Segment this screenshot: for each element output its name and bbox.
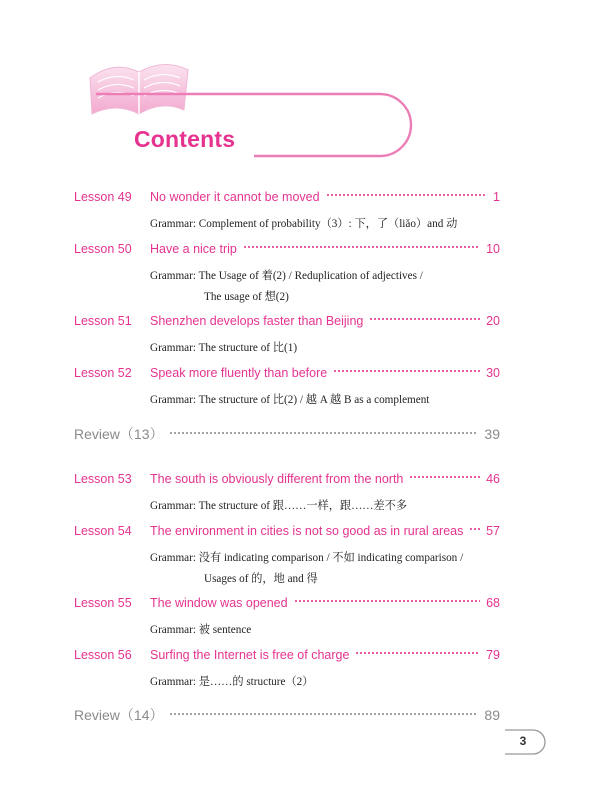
page-ref: 79	[486, 648, 500, 662]
toc-entry[interactable]	[74, 472, 500, 517]
lesson-title[interactable]: Speak more fluently than before	[150, 366, 328, 380]
page-ref: 46	[486, 472, 500, 486]
lesson-title[interactable]: The environment in cities is not so good as in rural areas	[150, 524, 464, 538]
grammar-note	[150, 390, 500, 411]
page-ref: 89	[484, 707, 500, 723]
leader-dots	[369, 314, 480, 324]
toc-review[interactable]	[74, 424, 500, 444]
lesson-title[interactable]: The window was opened	[150, 596, 288, 610]
page-ref: 1	[493, 190, 500, 204]
toc-entry[interactable]	[74, 596, 500, 641]
lesson-number: Lesson 51	[74, 314, 132, 328]
toc-entry[interactable]	[74, 366, 500, 411]
leader-dots	[326, 190, 488, 200]
grammar-line: Grammar: The structure of 跟……一样，跟……差不多	[150, 500, 408, 512]
lesson-number: Lesson 50	[74, 242, 132, 256]
leader-dots	[169, 428, 478, 438]
grammar-line: Grammar: The Usage of 着(2) / Reduplication of adjectives /	[150, 270, 423, 282]
page-ref: 68	[486, 596, 500, 610]
grammar-note	[150, 548, 500, 590]
lesson-number: Lesson 54	[74, 524, 132, 538]
leader-dots	[333, 366, 480, 376]
lesson-number: Lesson 55	[74, 596, 132, 610]
page-ref: 20	[486, 314, 500, 328]
page-ref: 39	[484, 426, 500, 442]
leader-dots	[294, 596, 481, 606]
grammar-note	[150, 338, 500, 359]
lesson-title[interactable]: Have a nice trip	[150, 242, 237, 256]
open-book-icon	[84, 52, 194, 122]
grammar-note	[150, 672, 500, 693]
page-number: 3	[519, 734, 527, 748]
page-ref: 30	[486, 366, 500, 380]
grammar-line: Usages of 的，地 and 得	[204, 573, 318, 585]
toc-entry[interactable]	[74, 524, 500, 590]
grammar-line: The usage of 想(2)	[204, 291, 289, 303]
grammar-note	[150, 496, 500, 517]
toc-entry[interactable]	[74, 242, 500, 308]
grammar-line: Grammar: Complement of probability（3）: 下，了（liǎo）and 动	[150, 218, 458, 230]
lesson-number: Lesson 52	[74, 366, 132, 380]
lesson-title[interactable]: No wonder it cannot be moved	[150, 190, 320, 204]
leader-dots	[243, 242, 480, 252]
page-ref: 57	[486, 524, 500, 538]
grammar-note	[150, 620, 500, 641]
lesson-title[interactable]: Shenzhen develops faster than Beijing	[150, 314, 364, 328]
grammar-note	[150, 266, 500, 308]
lesson-number: Lesson 53	[74, 472, 132, 486]
toc-review[interactable]	[74, 705, 500, 725]
review-title[interactable]: Review（13）	[74, 426, 164, 442]
toc-entry[interactable]	[74, 648, 500, 693]
grammar-line: Grammar: The structure of 比(2) / 越 A 越 B as a complement	[150, 394, 430, 406]
grammar-line: Grammar: 是……的 structure（2）	[150, 676, 314, 688]
page-ref: 10	[486, 242, 500, 256]
grammar-line: Grammar: 没有 indicating comparison / 不如 indicating comparison /	[150, 552, 464, 564]
grammar-note	[150, 214, 500, 235]
grammar-line: Grammar: 被 sentence	[150, 624, 252, 636]
toc-entry[interactable]	[74, 314, 500, 359]
review-title[interactable]: Review（14）	[74, 707, 164, 723]
lesson-title[interactable]: The south is obviously different from the north	[150, 472, 404, 486]
lesson-number: Lesson 56	[74, 648, 132, 662]
leader-dots	[409, 472, 480, 482]
leader-dots	[355, 648, 480, 658]
lesson-number: Lesson 49	[74, 190, 132, 204]
toc-entry[interactable]	[74, 190, 500, 235]
grammar-line: Grammar: The structure of 比(1)	[150, 342, 298, 354]
leader-dots	[469, 524, 480, 534]
lesson-title[interactable]: Surfing the Internet is free of charge	[150, 648, 350, 662]
leader-dots	[169, 709, 478, 719]
page-title: Contents	[134, 126, 236, 152]
